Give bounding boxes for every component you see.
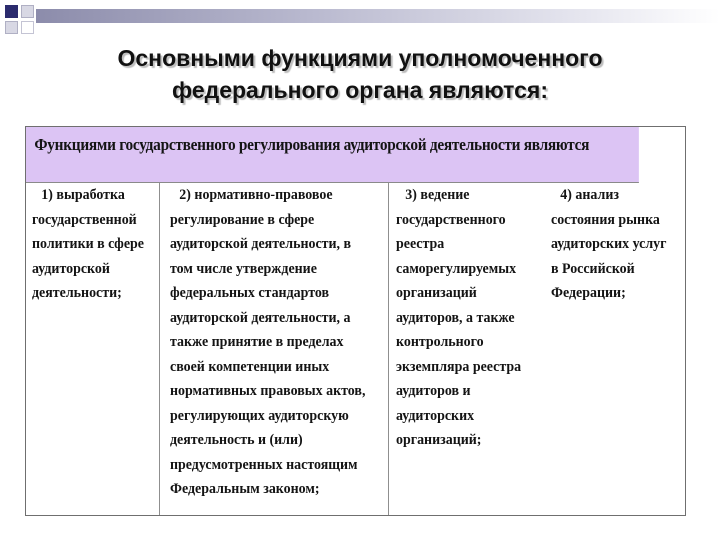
cell-line: контрольного — [396, 334, 484, 350]
cell-line: нормативных правовых актов, — [170, 383, 366, 399]
cell-line: 1) выработка — [41, 187, 125, 203]
decor-gradient-bar — [36, 9, 720, 23]
cell-line: Федеральным законом; — [170, 481, 320, 497]
cell-line: состояния рынка — [551, 211, 660, 228]
cell-line: в Российской — [551, 260, 635, 277]
cell-line: аудиторских — [396, 407, 475, 424]
cell-line: организаций — [396, 285, 477, 301]
cell-line: аудиторской деятельности, а — [170, 309, 351, 326]
cell-line: деятельность и (или) — [170, 432, 303, 448]
cell-line: федеральных стандартов — [170, 285, 330, 301]
table-column-3 — [389, 183, 546, 515]
decor-square-light — [21, 5, 34, 18]
cell-line: аудиторской — [32, 260, 110, 277]
cell-line: аудиторской деятельности, в — [170, 236, 352, 252]
table-column-4 — [546, 183, 685, 515]
cell-line: государственного — [396, 211, 506, 228]
cell-line: 4) анализ — [560, 187, 619, 203]
table-columns — [26, 183, 685, 515]
cell-line: политики в сфере — [32, 236, 144, 252]
cell-line: саморегулируемых — [396, 260, 517, 277]
functions-table — [25, 126, 686, 516]
cell-line: 3) ведение — [405, 187, 470, 203]
slide-title-line: федерального органа являются: — [172, 77, 548, 103]
cell-line: экземпляра реестра — [396, 358, 522, 375]
cell-line: предусмотренных настоящим — [170, 456, 358, 473]
slide-title — [40, 42, 680, 106]
cell-line: Федерации; — [551, 285, 626, 301]
cell-line: аудиторов, а также — [396, 309, 515, 326]
cell-line: организаций; — [396, 432, 482, 448]
cell-line: аудиторов и — [396, 383, 471, 399]
table-header: Функциями государственного регулирования аудиторской деятельности являются — [26, 127, 639, 183]
cell-line: также принятие в пределах — [170, 334, 344, 350]
cell-line: регулирующих аудиторскую — [170, 407, 349, 424]
cell-line: 2) нормативно-правовое — [179, 187, 333, 203]
table-column-1 — [26, 183, 160, 515]
table-column-2 — [160, 183, 389, 515]
cell-line: своей компетенции иных — [170, 358, 330, 375]
decor-square-white — [21, 21, 34, 34]
cell-line: регулирование в сфере — [170, 211, 315, 228]
cell-line: государственной — [32, 211, 137, 228]
slide-title-line: Основными функциями уполномоченного — [117, 45, 603, 71]
cell-line: реестра — [396, 236, 445, 252]
cell-line: том числе утверждение — [170, 260, 317, 277]
cell-line: деятельности; — [32, 285, 122, 301]
cell-line: аудиторских услуг — [551, 236, 667, 252]
decor-square-dark — [5, 5, 18, 18]
decor-square-light — [5, 21, 18, 34]
